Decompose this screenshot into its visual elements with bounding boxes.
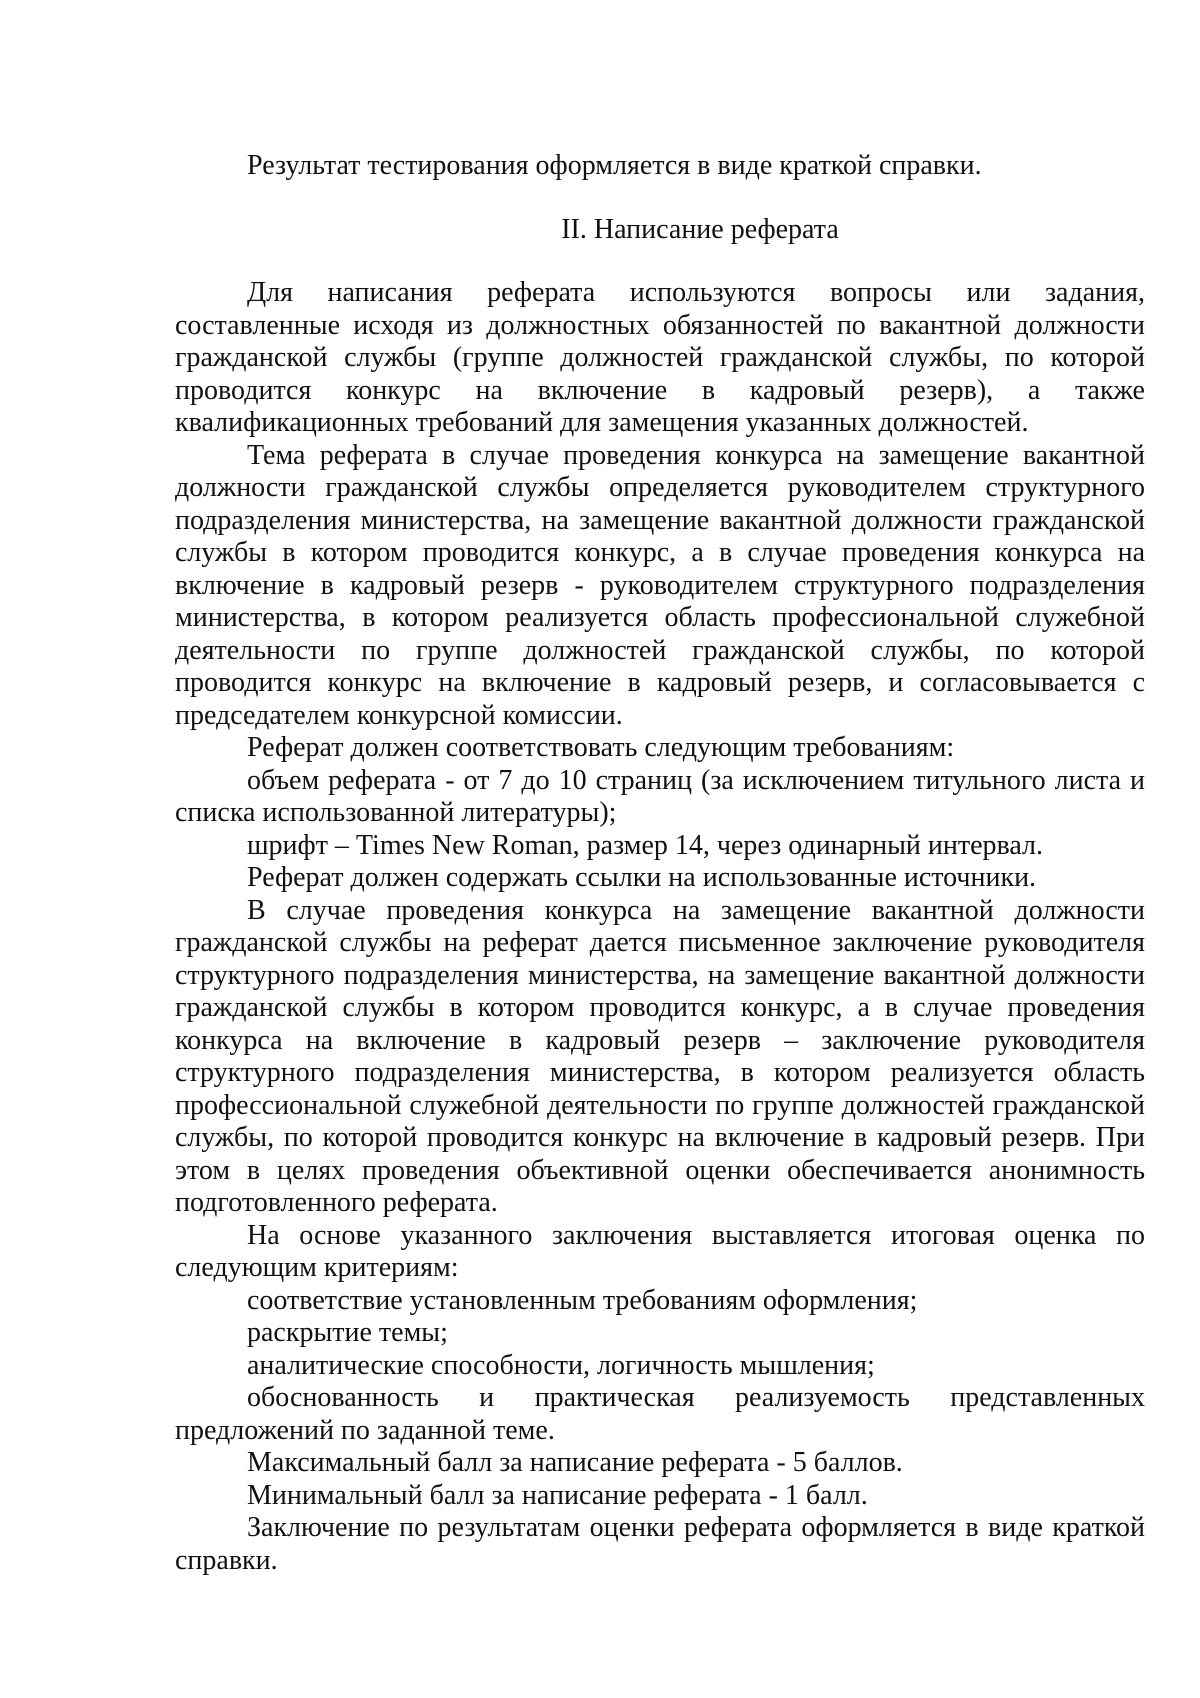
paragraph-7: В случае проведения конкурса на замещение вакантной должности гражданской службы на реферат дается письменное заключение руководителя структурного подразделения министерства, на замещение вакантной должности гражданской службы в котором проводится конкурс, а в случае проведения конкурса на включение в кадровый резерв – заключение руководителя структурного подразделения министерства, в котором реализуется область профессиональной служебной деятельности по группе должностей гражданской службы, по которой проводится конкурс на включение в кадровый резерв. При этом в целях проведения объективной оценки обеспечивается анонимность подготовленного реферата.: [175, 894, 1145, 1218]
criterion-4: обоснованность и практическая реализуемость представленных предложений по заданной теме.: [175, 1382, 1145, 1446]
criterion-2: раскрытие темы;: [247, 1317, 448, 1348]
intro-paragraph: Результат тестирования оформляется в виде краткой справки.: [247, 150, 982, 181]
paragraph-6: Реферат должен содержать ссылки на использованные источники.: [247, 862, 1037, 893]
min-score-paragraph: Минимальный балл за написание реферата - 1 балл.: [247, 1479, 868, 1511]
conclusion-paragraph: Заключение по результатам оценки реферата оформляется в виде краткой справки.: [175, 1512, 1145, 1576]
criterion-3: аналитические способности, логичность мышления;: [247, 1349, 875, 1381]
paragraph-1: Для написания реферата используются вопросы или задания, составленные исходя из должностных обязанностей по вакантной должности гражданской службы (группе должностей гражданской службы, по которой проводится конкурс на включение в кадровый резерв), а также квалификационных требований для замещения указанных должностей.: [175, 277, 1145, 438]
paragraph-3: Реферат должен соответствовать следующим требованиям:: [247, 732, 955, 763]
paragraph-2: Тема реферата в случае проведения конкурса на замещение вакантной должности гражданской службы определяется руководителем структурного подразделения министерства, на замещение вакантной должности гражданской службы в котором проводится конкурс, а в случае проведения конкурса на включение в кадровый резерв - руководителем структурного подразделения министерства, в котором реализуется область профессиональной служебной деятельности по группе должностей гражданской службы, по которой проводится конкурс на включение в кадровый резерв, и согласовывается с председателем конкурсной комиссии.: [175, 439, 1145, 731]
paragraph-4: объем реферата - от 7 до 10 страниц (за исключением титульного листа и списка использованной литературы);: [175, 764, 1145, 828]
max-score-paragraph: Максимальный балл за написание реферата - 5 баллов.: [247, 1447, 903, 1478]
paragraph-5: шрифт – Times New Roman, размер 14, через одинарный интервал.: [247, 829, 1044, 861]
criterion-1: соответствие установленным требованиям оформления;: [247, 1284, 918, 1316]
section-title: II. Написание реферата: [561, 213, 839, 245]
paragraph-8: На основе указанного заключения выставляется итоговая оценка по следующим критериям:: [175, 1219, 1145, 1283]
